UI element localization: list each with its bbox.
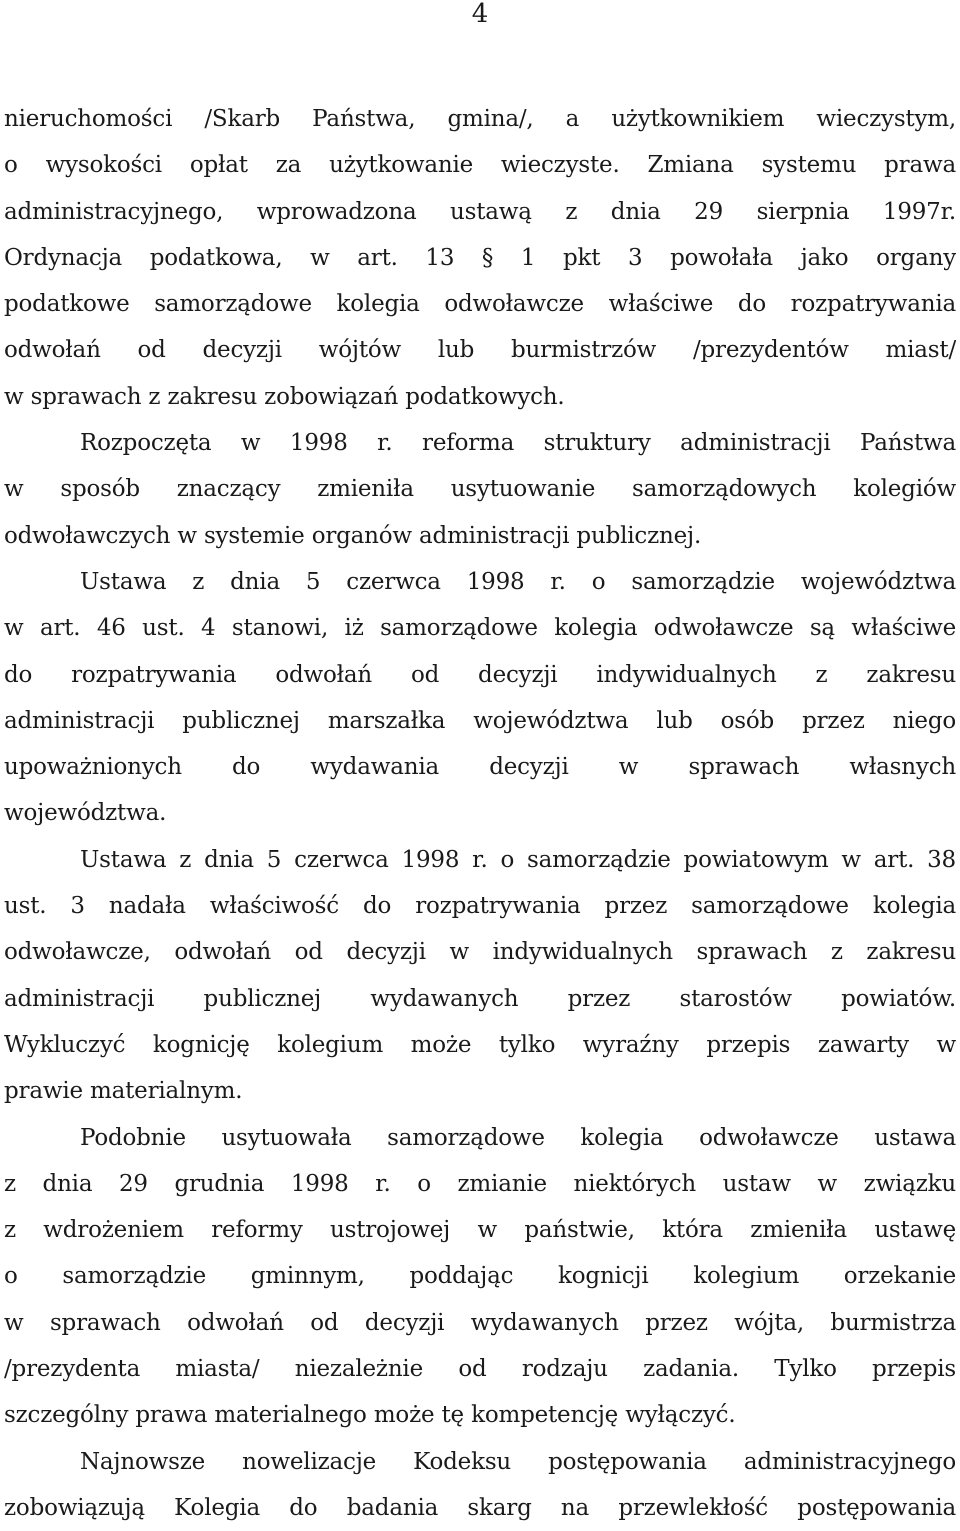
text-line: Ordynacja podatkowa, w art. 13 § 1 pkt 3 powołała jako organy (4, 244, 956, 271)
paragraph-3 (4, 559, 956, 837)
text-line: odwołań od decyzji wójtów lub burmistrzów /prezydentów miast/ (4, 337, 956, 364)
text-line: nieruchomości /Skarb Państwa, gmina/, a użytkownikiem wieczystym, (4, 106, 956, 132)
text-line: zobowiązują Kolegia do badania skarg na przewlekłość postępowania (4, 1494, 956, 1521)
text-line: podatkowe samorządowe kolegia odwoławcze właściwe do rozpatrywania (4, 291, 956, 318)
paragraph-6 (4, 1439, 956, 1531)
text-line: /prezydenta miasta/ niezależnie od rodzaju zadania. Tylko przepis (4, 1356, 956, 1383)
text-line: upoważnionych do wydawania decyzji w sprawach własnych (4, 754, 956, 781)
text-line: w sprawach z zakresu zobowiązań podatkowych. (4, 383, 565, 410)
document-body (4, 96, 956, 1531)
text-line: ust. 3 nadała właściwość do rozpatrywania przez samorządowe kolegia (4, 893, 956, 920)
text-line: o samorządzie gminnym, poddając kognicji kolegium orzekanie (4, 1263, 956, 1290)
text-line: z wdrożeniem reformy ustrojowej w państwie, która zmieniła ustawę (4, 1217, 956, 1244)
page-number: 4 (471, 0, 489, 29)
text-line: w sprawach odwołań od decyzji wydawanych przez wójta, burmistrza (4, 1309, 956, 1336)
text-line: szczególny prawa materialnego może tę kompetencję wyłączyć. (4, 1402, 736, 1429)
text-line: odwoławcze, odwołań od decyzji w indywidualnych sprawach z zakresu (4, 939, 956, 966)
text-line: Najnowsze nowelizacje Kodeksu postępowania administracyjnego (80, 1448, 956, 1475)
text-line: Ustawa z dnia 5 czerwca 1998 r. o samorządzie województwa (80, 568, 956, 595)
text-line: Podobnie usytuowała samorządowe kolegia odwoławcze ustawa (80, 1124, 956, 1151)
text-line: administracji publicznej wydawanych przez starostów powiatów. (4, 985, 956, 1012)
text-line: administracyjnego, wprowadzona ustawą z dnia 29 sierpnia 1997r. (4, 198, 956, 225)
text-line: odwoławczych w systemie organów administracji publicznej. (4, 522, 702, 549)
text-line: o wysokości opłat za użytkowanie wieczyste. Zmiana systemu prawa (4, 152, 956, 179)
text-line: z dnia 29 grudnia 1998 r. o zmianie niektórych ustaw w związku (4, 1170, 956, 1197)
text-line: Rozpoczęta w 1998 r. reforma struktury administracji Państwa (80, 430, 956, 457)
text-line: prawie materialnym. (4, 1078, 243, 1105)
text-line: w sposób znaczący zmieniła usytuowanie samorządowych kolegiów (4, 476, 956, 503)
text-line: administracji publicznej marszałka województwa lub osób przez niego (4, 707, 956, 734)
paragraph-1 (4, 96, 956, 420)
text-line: Ustawa z dnia 5 czerwca 1998 r. o samorządzie powiatowym w art. 38 (80, 846, 956, 873)
paragraph-2 (4, 420, 956, 559)
text-line: w art. 46 ust. 4 stanowi, iż samorządowe kolegia odwoławcze są właściwe (4, 615, 956, 642)
paragraph-5 (4, 1115, 956, 1439)
text-line: Wykluczyć kognicję kolegium może tylko wyraźny przepis zawarty w (4, 1031, 956, 1058)
paragraph-4 (4, 837, 956, 1115)
text-line: województwa. (4, 800, 167, 827)
text-line: do rozpatrywania odwołań od decyzji indywidualnych z zakresu (4, 661, 956, 688)
